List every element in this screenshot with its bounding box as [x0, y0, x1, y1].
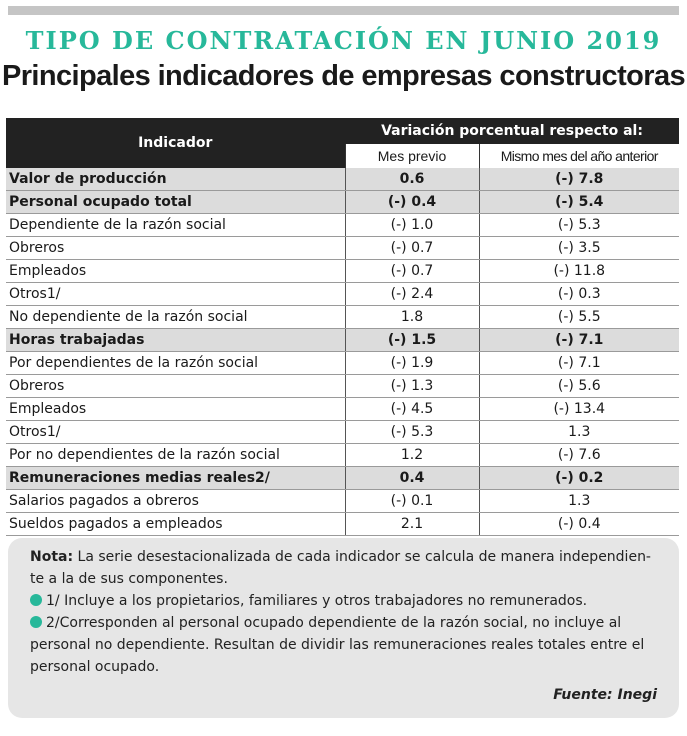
cell-same-month-last-year: (-) 13.4 — [479, 398, 679, 421]
cell-prev-month: 1.8 — [345, 306, 479, 329]
cell-same-month-last-year: 1.3 — [479, 490, 679, 513]
cell-prev-month: (-) 1.3 — [345, 375, 479, 398]
cell-prev-month: (-) 0.1 — [345, 490, 479, 513]
header-indicator: Indicador — [6, 118, 345, 168]
cell-same-month-last-year: 1.3 — [479, 421, 679, 444]
table-row — [6, 375, 679, 398]
indicators-table — [6, 118, 679, 536]
header-same-month-last-year: Mismo mes del año anterior — [479, 144, 679, 168]
cell-same-month-last-year: (-) 0.3 — [479, 283, 679, 306]
note-box — [8, 538, 679, 718]
cell-prev-month: (-) 5.3 — [345, 421, 479, 444]
table-row — [6, 237, 679, 260]
cell-indicator: Por no dependientes de la razón social — [6, 444, 345, 467]
cell-prev-month: (-) 0.7 — [345, 237, 479, 260]
cell-same-month-last-year: (-) 0.2 — [479, 467, 679, 490]
cell-prev-month: 0.4 — [345, 467, 479, 490]
cell-prev-month: (-) 1.5 — [345, 329, 479, 352]
bullet-dot-icon — [30, 616, 42, 628]
table-body — [6, 168, 679, 536]
cell-indicator: Horas trabajadas — [6, 329, 345, 352]
table-row — [6, 421, 679, 444]
footnote-2-text: 2/Corresponden al personal ocupado dependiente de la razón social, no incluye al personal no dependiente. Resultan de dividir las remuneraciones reales totales entre el personal ocupado. — [30, 615, 645, 675]
note-text: La serie desestacionalizada de cada indicador se calcula de manera independien-te a la de sus componentes. — [30, 549, 651, 587]
page-title: Principales indicadores de empresas constructoras — [2, 60, 685, 92]
cell-prev-month: (-) 0.7 — [345, 260, 479, 283]
table-row — [6, 306, 679, 329]
cell-indicator: Empleados — [6, 398, 345, 421]
cell-prev-month: (-) 2.4 — [345, 283, 479, 306]
cell-indicator: Por dependientes de la razón social — [6, 352, 345, 375]
cell-same-month-last-year: (-) 5.4 — [479, 191, 679, 214]
table-row — [6, 352, 679, 375]
cell-same-month-last-year: (-) 7.8 — [479, 168, 679, 191]
top-decorative-bar — [8, 6, 679, 15]
cell-same-month-last-year: (-) 5.5 — [479, 306, 679, 329]
table-row — [6, 283, 679, 306]
table-row — [6, 214, 679, 237]
cell-same-month-last-year: (-) 7.6 — [479, 444, 679, 467]
cell-same-month-last-year: (-) 5.6 — [479, 375, 679, 398]
cell-indicator: No dependiente de la razón social — [6, 306, 345, 329]
cell-indicator: Sueldos pagados a empleados — [6, 513, 345, 536]
cell-indicator: Otros1/ — [6, 283, 345, 306]
cell-indicator: Otros1/ — [6, 421, 345, 444]
note-label: Nota: — [30, 549, 74, 565]
table-row — [6, 329, 679, 352]
table-row — [6, 168, 679, 191]
bullet-dot-icon — [30, 594, 42, 606]
cell-indicator: Dependiente de la razón social — [6, 214, 345, 237]
footnote-1-text: 1/ Incluye a los propietarios, familiares y otros trabajadores no remunerados. — [46, 593, 588, 609]
cell-same-month-last-year: (-) 5.3 — [479, 214, 679, 237]
cell-same-month-last-year: (-) 7.1 — [479, 329, 679, 352]
cell-prev-month: 1.2 — [345, 444, 479, 467]
cell-prev-month: (-) 1.0 — [345, 214, 479, 237]
footnote-1 — [30, 590, 662, 612]
table-row — [6, 444, 679, 467]
cell-indicator: Empleados — [6, 260, 345, 283]
kicker-title: TIPO DE CONTRATACIÓN EN JUNIO 2019 — [25, 26, 662, 55]
cell-same-month-last-year: (-) 0.4 — [479, 513, 679, 536]
cell-indicator: Salarios pagados a obreros — [6, 490, 345, 513]
cell-indicator: Valor de producción — [6, 168, 345, 191]
header-prev-month: Mes previo — [345, 144, 479, 168]
table-row — [6, 513, 679, 536]
cell-same-month-last-year: (-) 3.5 — [479, 237, 679, 260]
cell-indicator: Remuneraciones medias reales2/ — [6, 467, 345, 490]
cell-indicator: Obreros — [6, 237, 345, 260]
table-row — [6, 191, 679, 214]
cell-prev-month: 2.1 — [345, 513, 479, 536]
cell-prev-month: (-) 4.5 — [345, 398, 479, 421]
footnote-2 — [30, 612, 662, 678]
cell-same-month-last-year: (-) 11.8 — [479, 260, 679, 283]
table-row — [6, 490, 679, 513]
cell-prev-month: 0.6 — [345, 168, 479, 191]
table-row — [6, 260, 679, 283]
cell-indicator: Personal ocupado total — [6, 191, 345, 214]
cell-prev-month: (-) 1.9 — [345, 352, 479, 375]
cell-prev-month: (-) 0.4 — [345, 191, 479, 214]
cell-same-month-last-year: (-) 7.1 — [479, 352, 679, 375]
note-paragraph — [30, 546, 662, 590]
source-credit: Fuente: Inegi — [553, 687, 657, 703]
header-variation-group: Variación porcentual respecto al: — [345, 118, 679, 144]
table-row — [6, 398, 679, 421]
table-row — [6, 467, 679, 490]
cell-indicator: Obreros — [6, 375, 345, 398]
